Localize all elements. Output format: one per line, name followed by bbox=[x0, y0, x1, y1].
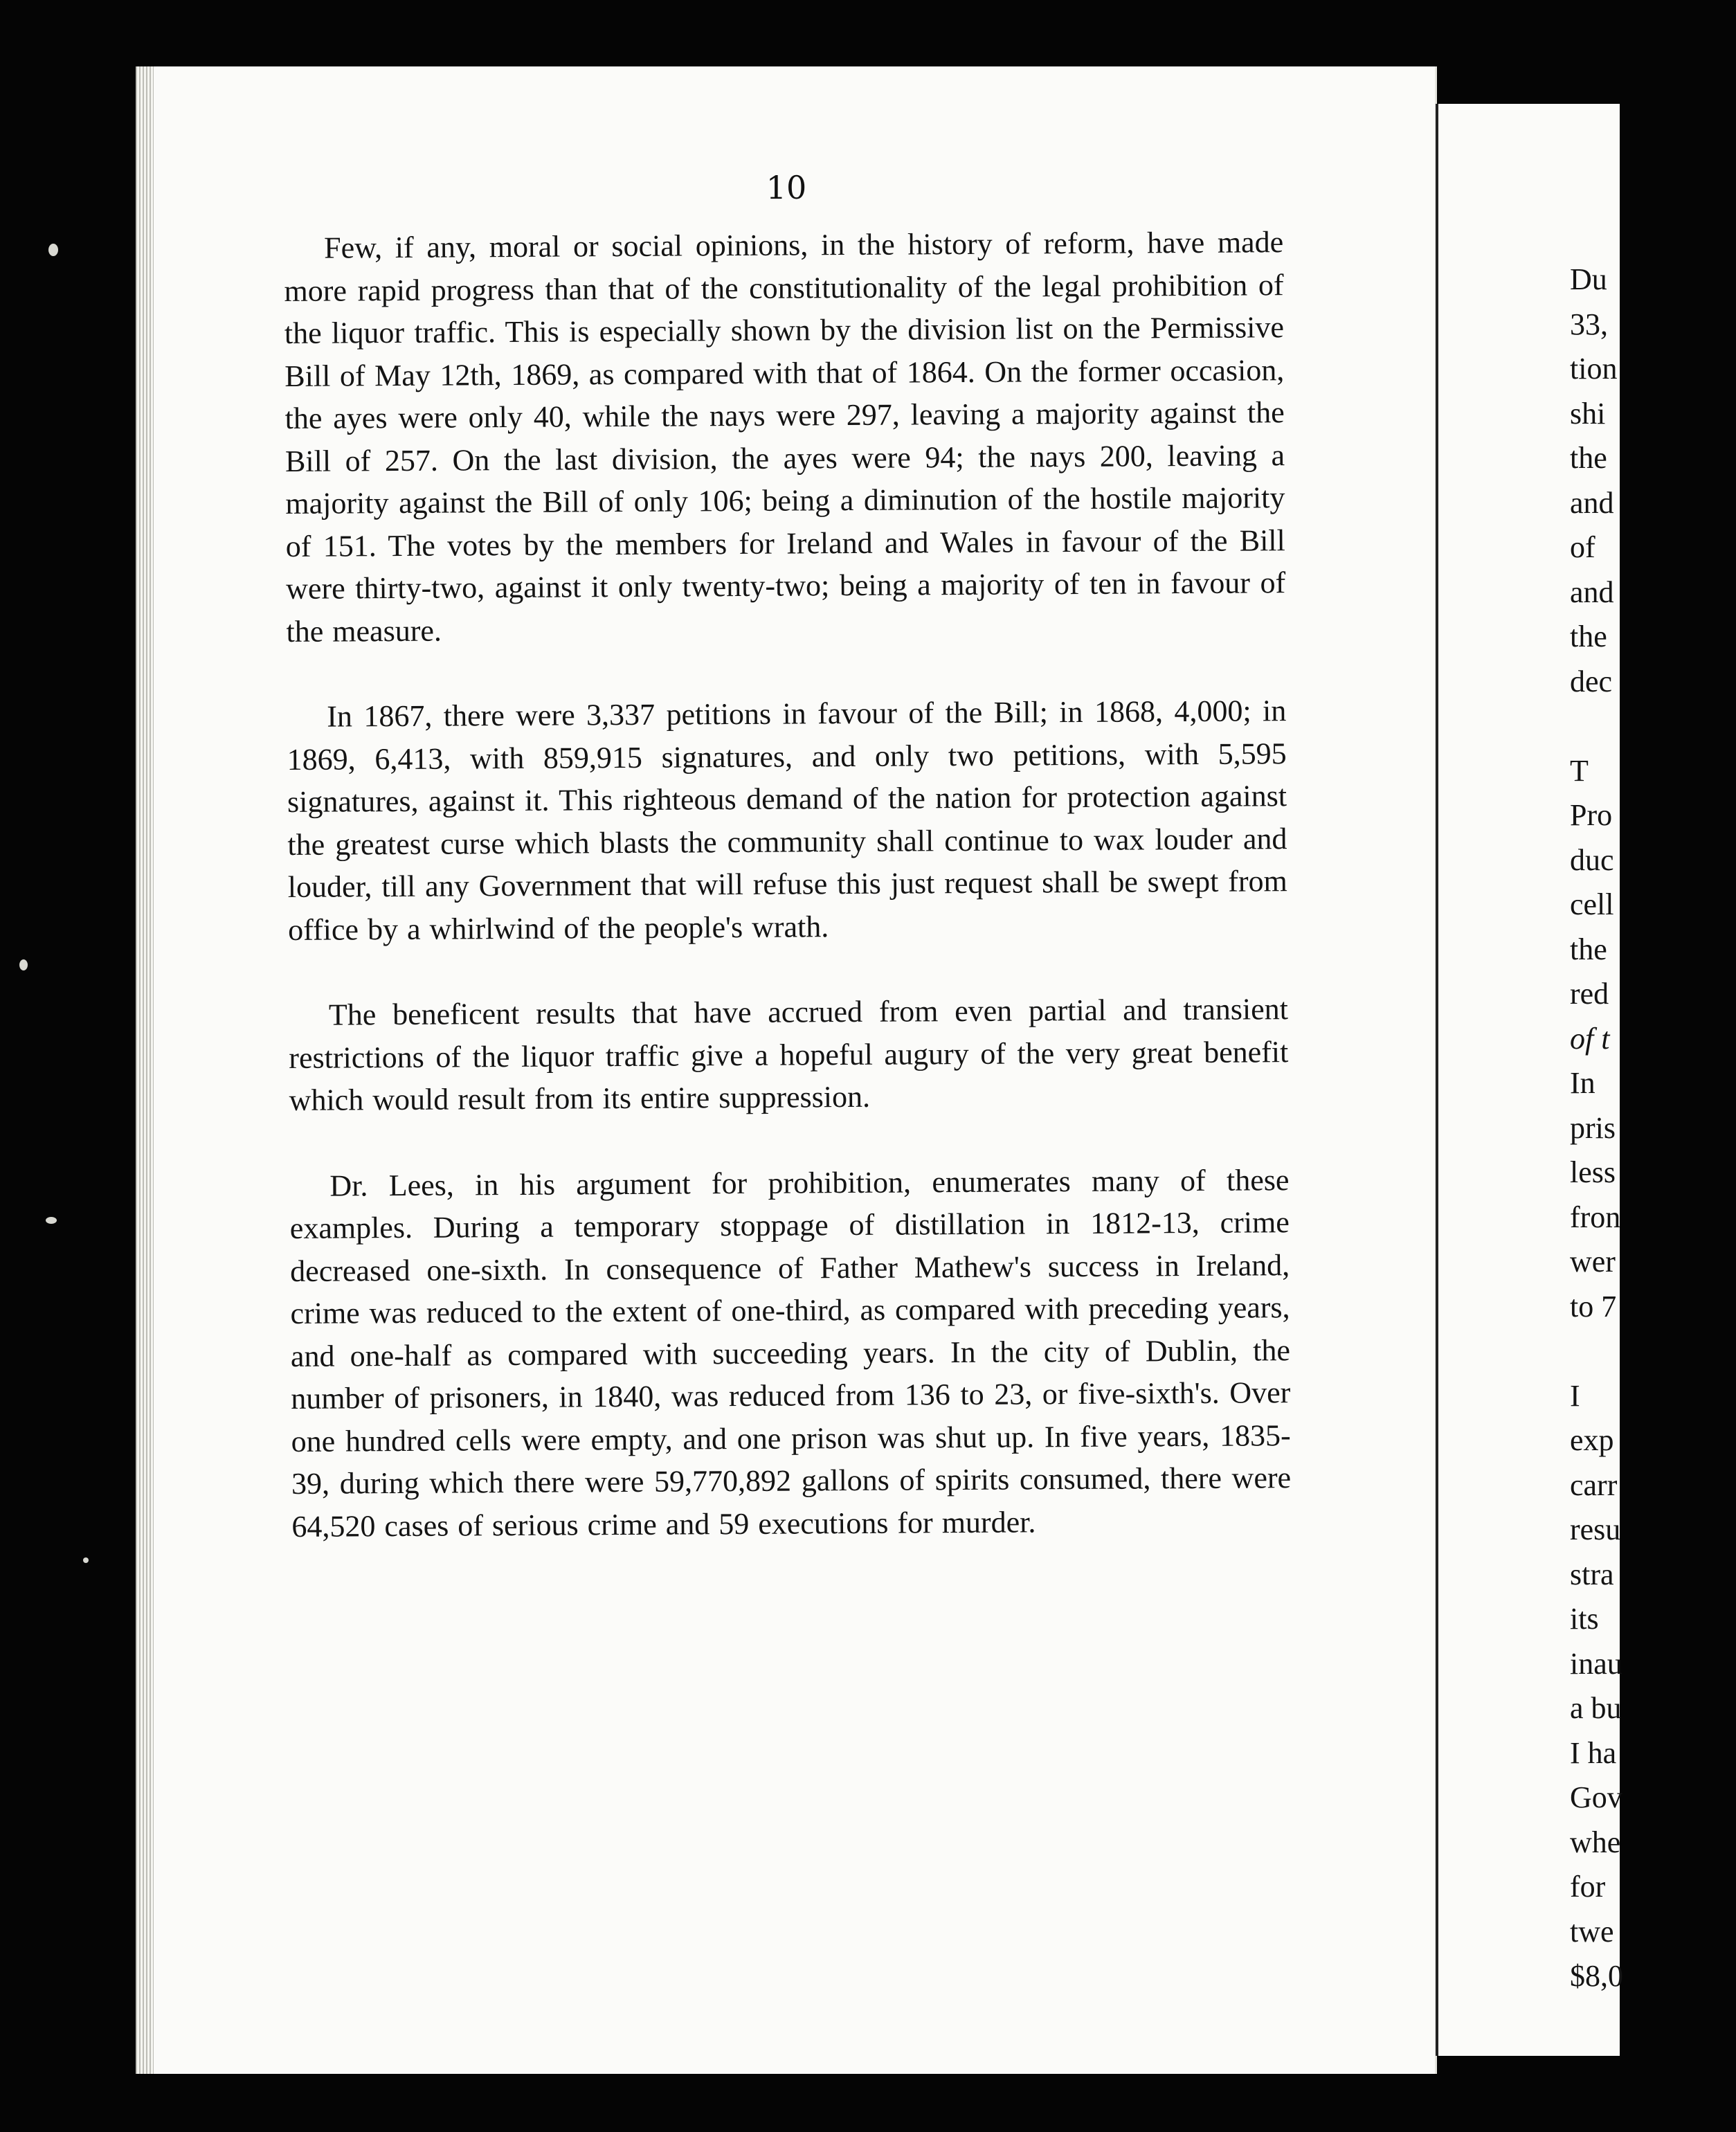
next-page-line: whe bbox=[1570, 1825, 1621, 1859]
next-page-line: and bbox=[1570, 575, 1614, 609]
next-page-line: the bbox=[1570, 620, 1607, 653]
next-page-line: twe bbox=[1570, 1914, 1614, 1949]
next-page-line: pris bbox=[1570, 1110, 1616, 1145]
next-page-text bbox=[1570, 258, 1736, 1999]
next-page-line: carr bbox=[1570, 1467, 1618, 1502]
body-text bbox=[284, 221, 1292, 1548]
next-page-line: I ha bbox=[1570, 1735, 1617, 1770]
next-page-line: I bbox=[1570, 1378, 1580, 1413]
next-page-line: its bbox=[1570, 1602, 1599, 1636]
next-page-line: a bu bbox=[1570, 1691, 1622, 1725]
next-page-line: fron bbox=[1570, 1200, 1621, 1234]
paragraph-2: In 1867, there were 3,337 petitions in favour of the Bill; in 1868, 4,000; in 1869, 6,413, with 859,915 signatures, and only two petitions, with 5,595 signatures, against it. This righteous demand of the nation for protection against the greatest curse which blasts the community shall continue to wax louder and louder, till any Government that will refuse this just request shall be swept from office by a whirlwind of the people's wrath. bbox=[287, 694, 1287, 947]
paragraph-1: Few, if any, moral or social opinions, in the history of reform, have made more rapid progress than that of the constitutionality of the legal prohibition of the liquor traffic. This is especially shown by the division list on the Permissive Bill of May 12th, 1869, as compared with that of 1864. On the former occasion, the ayes were only 40, while the nays were 297, leaving a majority against the Bill of 257. On the last division, the ayes were 94; the nays 200, leaving a majority against the Bill of only 106; being a diminution of the hostile majority of 151. The votes by the members for Ireland and Wales in favour of the Bill were thirty-two, against it only twenty-two; being a majority of ten in favour of the measure. bbox=[284, 225, 1286, 649]
next-page-line: In bbox=[1570, 1066, 1595, 1100]
next-page-line: cell bbox=[1570, 887, 1614, 921]
page-right-edge bbox=[1436, 104, 1623, 2056]
next-page-line: stra bbox=[1570, 1557, 1614, 1591]
next-page-line: less bbox=[1570, 1155, 1616, 1189]
paragraph-4: Dr. Lees, in his argument for prohibition, enumerates many of these examples. During a temporary stoppage of distillation in 1812-13, crime decreased one-sixth. In consequence of Father Mathew's success in Ireland, crime was reduced to the extent of one-third, as compared with preceding years, and one-half as compared with succeeding years. In the city of Dublin, the number of prisoners, in 1840, was reduced from 136 to 23, or five-sixth's. Over one hundred cells were empty, and one prison was shut up. In five years, 1835-39, during which there were 59,770,892 gallons of spirits consumed, there were 64,520 cases of serious crime and 59 executions for murder. bbox=[289, 1162, 1292, 1544]
next-page-line: dec bbox=[1570, 664, 1613, 698]
paragraph-gap bbox=[1570, 1329, 1736, 1374]
next-page-line: the bbox=[1570, 932, 1607, 966]
next-page-line: shi bbox=[1570, 396, 1606, 431]
next-page-line: T bbox=[1570, 753, 1589, 788]
next-page-line: red bbox=[1570, 977, 1609, 1011]
next-page-line: resu bbox=[1570, 1512, 1621, 1546]
next-page-line: to 7 bbox=[1570, 1289, 1617, 1324]
next-page-line: of t bbox=[1570, 1021, 1610, 1056]
next-page-line: and bbox=[1570, 485, 1614, 520]
next-page-line: $8,0 bbox=[1570, 1959, 1623, 1993]
next-page-line: 33, bbox=[1570, 307, 1608, 341]
next-page-line: Gov bbox=[1570, 1780, 1622, 1814]
next-page-line: wer bbox=[1570, 1245, 1616, 1279]
next-page-line: for bbox=[1570, 1870, 1606, 1904]
paragraph-gap bbox=[1570, 704, 1736, 749]
next-page-line: the bbox=[1570, 441, 1607, 475]
next-page-line: tion bbox=[1570, 352, 1618, 386]
next-page-line: inau bbox=[1570, 1646, 1622, 1681]
page-number: 10 bbox=[766, 169, 807, 206]
next-page-line: duc bbox=[1570, 842, 1614, 877]
next-page-line: Du bbox=[1570, 262, 1607, 296]
next-page-line: exp bbox=[1570, 1423, 1614, 1457]
paragraph-3: The beneficent results that have accrued from even partial and transient restrictions of the liquor traffic give a hopeful augury of the very great benefit which would result from its entire suppression. bbox=[289, 992, 1289, 1117]
page-left bbox=[136, 66, 1437, 2074]
next-page-line: of bbox=[1570, 530, 1595, 564]
next-page-line: Pro bbox=[1570, 798, 1613, 832]
